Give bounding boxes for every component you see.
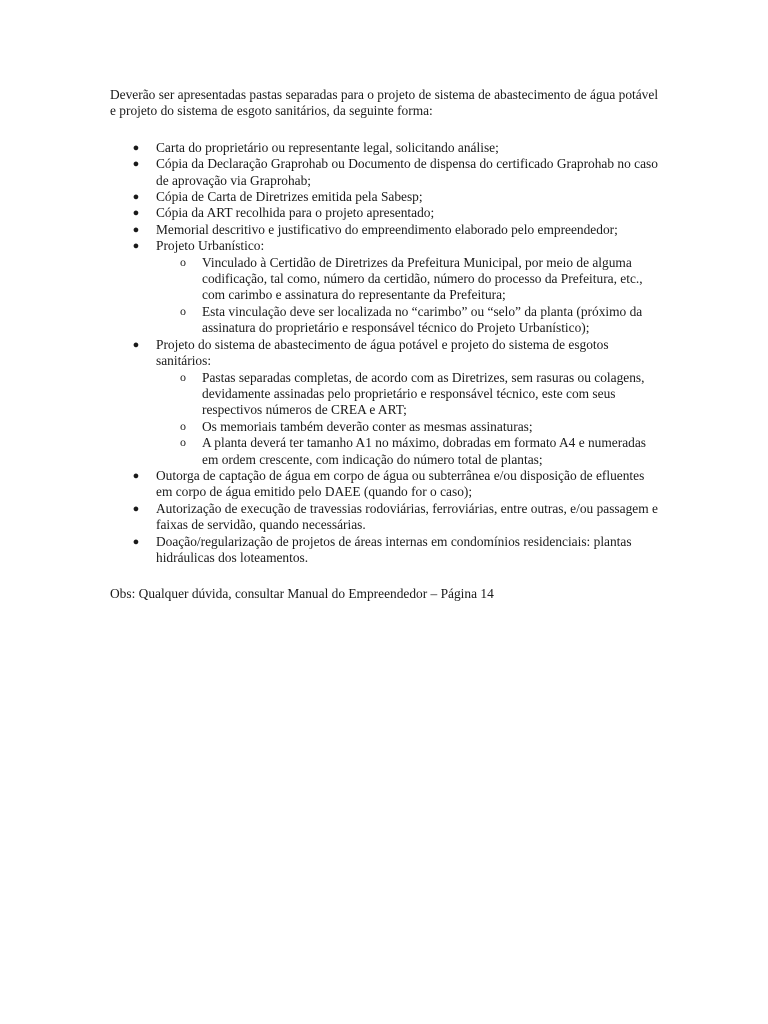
sub-list-item-text: Esta vinculação deve ser localizada no “carimbo” ou “selo” da planta (próximo da assinatura do proprietário e responsável técnico do Projeto Urbanístico); [202, 303, 643, 336]
bullet-icon: ● [132, 502, 140, 515]
requirements-list [110, 140, 660, 567]
list-item-text: Cópia da ART recolhida para o projeto apresentado; [156, 205, 435, 221]
bullet-icon: ● [132, 223, 140, 236]
circle-bullet-icon: o [180, 303, 186, 318]
sub-list-item [156, 255, 660, 304]
bullet-icon: ● [132, 191, 140, 204]
list-item [110, 501, 660, 534]
sub-list-item-text: Pastas separadas completas, de acordo com as Diretrizes, sem rasuras ou colagens, devidamente assinadas pelo proprietário e responsável técnico, este com seus respectivos números de CREA e ART; [202, 369, 645, 418]
obs-note: Obs: Qualquer dúvida, consultar Manual do Empreendedor – Página 14 [110, 586, 494, 602]
list-item-text: Autorização de execução de travessias rodoviárias, ferroviárias, entre outras, e/ou passagem e faixas de servidão, quando necessárias. [156, 500, 658, 533]
bullet-icon: ● [132, 535, 140, 548]
sub-list [156, 370, 660, 468]
list-item-text: Memorial descritivo e justificativo do empreendimento elaborado pelo empreendedor; [156, 221, 618, 237]
bullet-icon: ● [132, 469, 140, 482]
list-item-text: Doação/regularização de projetos de áreas internas em condomínios residenciais: plantas hidráulicas dos loteamentos. [156, 533, 632, 565]
list-item [110, 189, 660, 205]
sub-list-item [156, 419, 660, 435]
list-item-text: Cópia de Carta de Diretrizes emitida pela Sabesp; [156, 189, 423, 205]
document-page [110, 87, 660, 603]
list-item-text: Outorga de captação de água em corpo de água ou subterrânea e/ou disposição de efluentes em corpo de água emitido pelo DAEE (quando for o caso); [156, 467, 645, 500]
circle-bullet-icon: o [180, 254, 186, 269]
sub-list-item [156, 304, 660, 337]
bullet-icon: ● [132, 207, 140, 220]
list-item [110, 534, 660, 567]
bullet-icon: ● [132, 338, 140, 351]
list-item-text: Projeto Urbanístico: [156, 238, 265, 254]
list-item [110, 222, 660, 238]
list-item [110, 140, 660, 156]
intro-paragraph: Deverão ser apresentadas pastas separadas para o projeto de sistema de abastecimento de água potável e projeto do sistema de esgoto sanitários, da seguinte forma: [110, 87, 659, 119]
list-item [110, 337, 660, 468]
list-item-text: Carta do proprietário ou representante legal, solicitando análise; [156, 139, 499, 155]
circle-bullet-icon: o [180, 418, 186, 433]
list-item [110, 238, 660, 336]
sub-list-item-text: A planta deverá ter tamanho A1 no máximo, dobradas em formato A4 e numeradas em ordem crescente, com indicação do número total de plantas; [202, 435, 646, 467]
sub-list-item [156, 435, 660, 468]
list-item-text: Projeto do sistema de abastecimento de água potável e projeto do sistema de esgotos sanitários: [156, 336, 609, 369]
sub-list-item-text: Os memoriais também deverão conter as mesmas assinaturas; [202, 418, 533, 434]
sub-list [156, 255, 660, 337]
list-item [110, 205, 660, 221]
circle-bullet-icon: o [180, 435, 186, 450]
bullet-icon: ● [132, 141, 140, 154]
circle-bullet-icon: o [180, 369, 186, 384]
bullet-icon: ● [132, 158, 140, 171]
bullet-icon: ● [132, 240, 140, 253]
sub-list-item-text: Vinculado à Certidão de Diretrizes da Prefeitura Municipal, por meio de alguma codificação, tal como, número da certidão, número do processo da Prefeitura, etc., com carimbo e assinatura do representante da Prefeitura; [202, 254, 643, 303]
list-item [110, 468, 660, 501]
sub-list-item [156, 370, 660, 419]
list-item [110, 156, 660, 189]
list-item-text: Cópia da Declaração Graprohab ou Documento de dispensa do certificado Graprohab no caso de aprovação via Graprohab; [156, 156, 658, 188]
